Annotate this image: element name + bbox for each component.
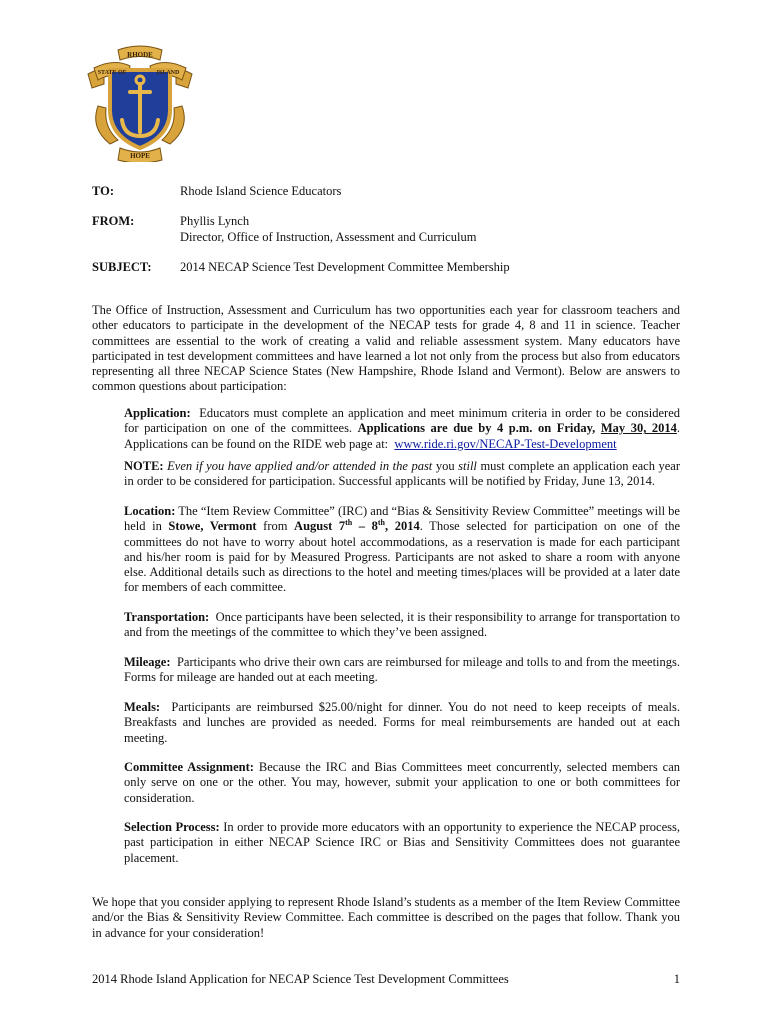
location-from-word: from [263, 519, 288, 534]
transportation-heading: Transportation: [124, 610, 210, 624]
memo-subject-label: SUBJECT: [92, 260, 152, 274]
selection-section [124, 820, 680, 866]
memo-header [92, 183, 692, 289]
mileage-section [124, 655, 680, 686]
page-number: 1 [673, 972, 680, 986]
memo-from-label: FROM: [92, 214, 135, 228]
application-found-text: Applications can be found on the RIDE web page at: [124, 436, 389, 451]
location-dates: August 7th – 8th, 2014 [294, 518, 420, 534]
note-plain-1: you [435, 459, 455, 473]
committee-section [124, 760, 680, 806]
mileage-heading: Mileage: [124, 655, 171, 669]
meals-section [124, 700, 680, 746]
application-heading: Application: [124, 406, 191, 420]
memo-from-row [92, 213, 692, 245]
seal-top-text: RHODE [127, 51, 153, 59]
note-section [124, 459, 680, 490]
location-text-1: The “Item Review Committee” (IRC) and “Bias & Sensitivity Review Committee” meetings will be held in [124, 504, 680, 534]
meals-heading: Meals: [124, 700, 161, 714]
location-section [124, 504, 680, 596]
memo-from-value [180, 213, 692, 245]
memo-to-label: TO: [92, 184, 114, 198]
application-link[interactable]: www.ride.ri.gov/NECAP-Test-Development [394, 436, 617, 451]
memo-from-title: Director, Office of Instruction, Assessment and Curriculum [180, 230, 477, 244]
application-text: Educators must complete an application and meet minimum criteria in order to be considered for participation on one of the committees. [124, 406, 681, 436]
note-heading: NOTE: [124, 459, 164, 473]
selection-heading: Selection Process: [124, 820, 220, 834]
note-italic-2: still [458, 459, 477, 473]
intro-paragraph: The Office of Instruction, Assessment and Curriculum has two opportunities each year for classroom teachers and other educators to participate in the development of the NECAP tests for grade 4, 8 and 11 in science. Teacher committees are essential to the work of creating a valid and reliable assessment system. Many educators have participated in test development committees and have learned a lot not only from the process but also from educators representing all three NECAP Science States (New Hampshire, Rhode Island and Vermont). Below are answers to common questions about participation: [92, 303, 680, 394]
committee-text: Because the IRC and Bias Committees meet concurrently, selected members can only serve on one or the other. You may, however, submit your application to one or both committees for consideration. [124, 760, 681, 805]
application-section [124, 406, 680, 452]
meals-text: Participants are reimbursed $25.00/night for dinner. You do not need to keep receipts of meals. Breakfasts and lunches are provided as needed. Forms for meal reimbursements are handed out at each meeting. [124, 700, 680, 745]
mileage-text: Participants who drive their own cars are reimbursed for mileage and tolls to and from the meetings. Forms for mileage are handed out at each meeting. [124, 655, 680, 685]
memo-subject-value: 2014 NECAP Science Test Development Committee Membership [180, 260, 510, 274]
note-italic-1: Even if you have applied and/or attended in the past [167, 459, 433, 473]
committee-heading: Committee Assignment: [124, 760, 254, 774]
page-footer [92, 972, 680, 987]
seal-bottom-text: HOPE [130, 152, 150, 160]
note-plain-2: must complete an application each year in order to be considered for participation. Successful applicants will be notified by Friday, June 13, 2014. [124, 459, 681, 489]
application-due: Applications are due by 4 p.m. on Friday, [357, 421, 596, 436]
seal-right-text: ISLAND [156, 70, 180, 76]
location-heading: Location: [124, 504, 176, 518]
selection-text: In order to provide more educators with an opportunity to experience the NECAP process, past participation in either NECAP Science IRC or Bias and Sensitivity Committees does not guarantee placement. [124, 820, 681, 865]
memo-to-row [92, 183, 692, 199]
location-text-2: . Those selected for participation on one of the committees do not have to worry about hotel accommodations, as a reservation is made for each participant and his/her room is paid for by Measured Progress. Participants are not asked to share a room with anyone else. Additional details such as directions to the hotel and meeting times/places will be provided at a later date for members of each committee. [124, 519, 680, 595]
rhode-island-seal [84, 44, 196, 162]
transportation-text: Once participants have been selected, it is their responsibility to arrange for transportation to and from the meetings of the committee to which they’ve been assigned. [124, 610, 680, 640]
location-place: Stowe, Vermont [168, 519, 257, 534]
closing-paragraph: We hope that you consider applying to represent Rhode Island’s students as a member of the Item Review Committee and/or the Bias & Sensitivity Review Committee. Each committee is described on the pages that follow. Thank you in advance for your consideration! [92, 895, 680, 940]
seal-left-text: STATE OF [97, 70, 127, 76]
application-period: . [676, 421, 681, 436]
footer-title: 2014 Rhode Island Application for NECAP Science Test Development Committees [92, 972, 509, 986]
memo-from-name: Phyllis Lynch [180, 214, 250, 228]
memo-subject-row [92, 259, 692, 275]
memo-to-value: Rhode Island Science Educators [180, 184, 342, 198]
transportation-section [124, 610, 680, 641]
application-due-date: May 30, 2014 [600, 421, 677, 436]
